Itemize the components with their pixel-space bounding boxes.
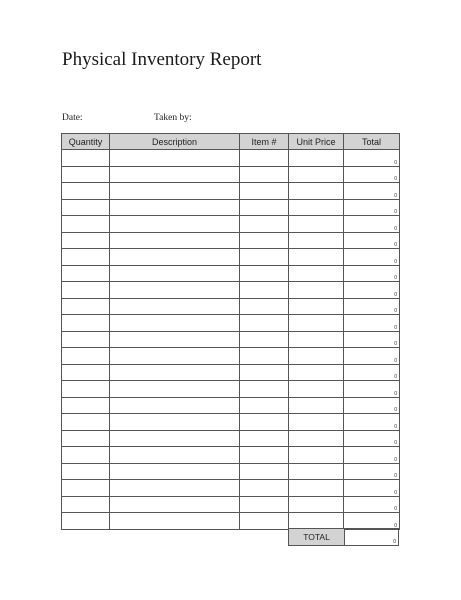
quantity-cell[interactable] [62,397,110,414]
table-row [62,513,400,530]
inventory-rows [62,150,400,530]
quantity-cell[interactable] [62,199,110,216]
description-cell[interactable] [110,315,240,332]
totals-table [288,528,399,546]
unit-price-cell[interactable] [289,480,344,497]
table-row [62,480,400,497]
quantity-cell[interactable] [62,265,110,282]
table-row [62,496,400,513]
unit-price-cell[interactable] [289,364,344,381]
table-row [62,232,400,249]
quantity-cell[interactable] [62,447,110,464]
unit-price-cell[interactable] [289,381,344,398]
total-cell[interactable]: 0 [344,397,400,414]
unit-price-cell[interactable] [289,216,344,233]
quantity-cell[interactable] [62,348,110,365]
item-number-cell[interactable] [240,216,289,233]
description-cell[interactable] [110,199,240,216]
header-row [62,134,400,150]
description-cell[interactable] [110,150,240,167]
taken-by-label: Taken by: [154,113,192,123]
total-cell[interactable]: 0 [344,183,400,200]
unit-price-cell[interactable] [289,430,344,447]
total-cell[interactable]: 0 [344,447,400,464]
grand-total-value[interactable]: 0 [345,529,399,546]
total-label: TOTAL [289,529,345,546]
total-cell[interactable]: 0 [344,496,400,513]
table-row [62,348,400,365]
description-cell[interactable] [110,447,240,464]
item-number-cell[interactable] [240,447,289,464]
report-title: Physical Inventory Report [62,49,262,70]
item-number-cell[interactable] [240,397,289,414]
total-cell[interactable]: 0 [344,298,400,315]
unit-price-cell[interactable] [289,265,344,282]
total-cell[interactable]: 0 [344,199,400,216]
unit-price-cell[interactable] [289,463,344,480]
table-row [62,447,400,464]
item-number-cell[interactable] [240,414,289,431]
total-cell[interactable]: 0 [344,381,400,398]
item-number-cell[interactable] [240,480,289,497]
quantity-cell[interactable] [62,150,110,167]
quantity-cell[interactable] [62,166,110,183]
item-number-cell[interactable] [240,183,289,200]
table-row [62,249,400,266]
quantity-cell[interactable] [62,430,110,447]
table-row [62,430,400,447]
column-header-item-number: Item # [240,134,289,150]
item-number-cell[interactable] [240,348,289,365]
description-cell[interactable] [110,430,240,447]
unit-price-cell[interactable] [289,183,344,200]
unit-price-cell[interactable] [289,348,344,365]
table-row [62,150,400,167]
table-row [62,282,400,299]
item-number-cell[interactable] [240,331,289,348]
inventory-table [61,133,400,530]
description-cell[interactable] [110,381,240,398]
table-row [62,463,400,480]
column-header-quantity: Quantity [62,134,110,150]
total-cell[interactable]: 0 [344,232,400,249]
total-cell[interactable]: 0 [344,480,400,497]
table-row [62,183,400,200]
description-cell[interactable] [110,216,240,233]
item-number-cell[interactable] [240,249,289,266]
table-row [62,265,400,282]
description-cell[interactable] [110,397,240,414]
item-number-cell[interactable] [240,364,289,381]
quantity-cell[interactable] [62,232,110,249]
table-row [62,166,400,183]
item-number-cell[interactable] [240,199,289,216]
description-cell[interactable] [110,414,240,431]
quantity-cell[interactable] [62,331,110,348]
description-cell[interactable] [110,183,240,200]
unit-price-cell[interactable] [289,496,344,513]
quantity-cell[interactable] [62,183,110,200]
column-header-unit-price: Unit Price [289,134,344,150]
total-cell[interactable]: 0 [344,414,400,431]
description-cell[interactable] [110,166,240,183]
unit-price-cell[interactable] [289,298,344,315]
table-row [62,216,400,233]
unit-price-cell[interactable] [289,150,344,167]
description-cell[interactable] [110,496,240,513]
total-cell[interactable]: 0 [344,331,400,348]
table-row [62,199,400,216]
total-cell[interactable]: 0 [344,463,400,480]
quantity-cell[interactable] [62,414,110,431]
description-cell[interactable] [110,232,240,249]
item-number-cell[interactable] [240,298,289,315]
quantity-cell[interactable] [62,513,110,530]
total-cell[interactable]: 0 [344,249,400,266]
column-header-description: Description [110,134,240,150]
unit-price-cell[interactable] [289,513,344,530]
item-number-cell[interactable] [240,430,289,447]
column-header-total: Total [344,134,400,150]
unit-price-cell[interactable] [289,315,344,332]
item-number-cell[interactable] [240,315,289,332]
table-row [62,381,400,398]
total-cell[interactable]: 0 [344,513,400,530]
total-cell[interactable]: 0 [344,364,400,381]
unit-price-cell[interactable] [289,166,344,183]
unit-price-cell[interactable] [289,282,344,299]
unit-price-cell[interactable] [289,331,344,348]
quantity-cell[interactable] [62,480,110,497]
description-cell[interactable] [110,331,240,348]
description-cell[interactable] [110,298,240,315]
table-row [62,298,400,315]
quantity-cell[interactable] [62,496,110,513]
description-cell[interactable] [110,480,240,497]
description-cell[interactable] [110,348,240,365]
unit-price-cell[interactable] [289,397,344,414]
item-number-cell[interactable] [240,381,289,398]
unit-price-cell[interactable] [289,447,344,464]
unit-price-cell[interactable] [289,232,344,249]
item-number-cell[interactable] [240,282,289,299]
item-number-cell[interactable] [240,265,289,282]
total-cell[interactable]: 0 [344,150,400,167]
quantity-cell[interactable] [62,381,110,398]
quantity-cell[interactable] [62,463,110,480]
description-cell[interactable] [110,463,240,480]
table-row [62,331,400,348]
description-cell[interactable] [110,265,240,282]
table-row [62,397,400,414]
total-cell[interactable]: 0 [344,265,400,282]
item-number-cell[interactable] [240,232,289,249]
totals-row [289,529,399,546]
description-cell[interactable] [110,282,240,299]
unit-price-cell[interactable] [289,199,344,216]
unit-price-cell[interactable] [289,414,344,431]
item-number-cell[interactable] [240,496,289,513]
total-cell[interactable]: 0 [344,348,400,365]
item-number-cell[interactable] [240,166,289,183]
total-cell[interactable]: 0 [344,282,400,299]
quantity-cell[interactable] [62,282,110,299]
total-cell[interactable]: 0 [344,315,400,332]
quantity-cell[interactable] [62,216,110,233]
item-number-cell[interactable] [240,513,289,530]
table-row [62,364,400,381]
date-label: Date: [62,113,83,123]
quantity-cell[interactable] [62,315,110,332]
description-cell[interactable] [110,364,240,381]
description-cell[interactable] [110,249,240,266]
total-cell[interactable]: 0 [344,216,400,233]
item-number-cell[interactable] [240,463,289,480]
table-row [62,315,400,332]
description-cell[interactable] [110,513,240,530]
table-row [62,414,400,431]
quantity-cell[interactable] [62,364,110,381]
quantity-cell[interactable] [62,249,110,266]
item-number-cell[interactable] [240,150,289,167]
total-cell[interactable]: 0 [344,430,400,447]
total-cell[interactable]: 0 [344,166,400,183]
unit-price-cell[interactable] [289,249,344,266]
quantity-cell[interactable] [62,298,110,315]
